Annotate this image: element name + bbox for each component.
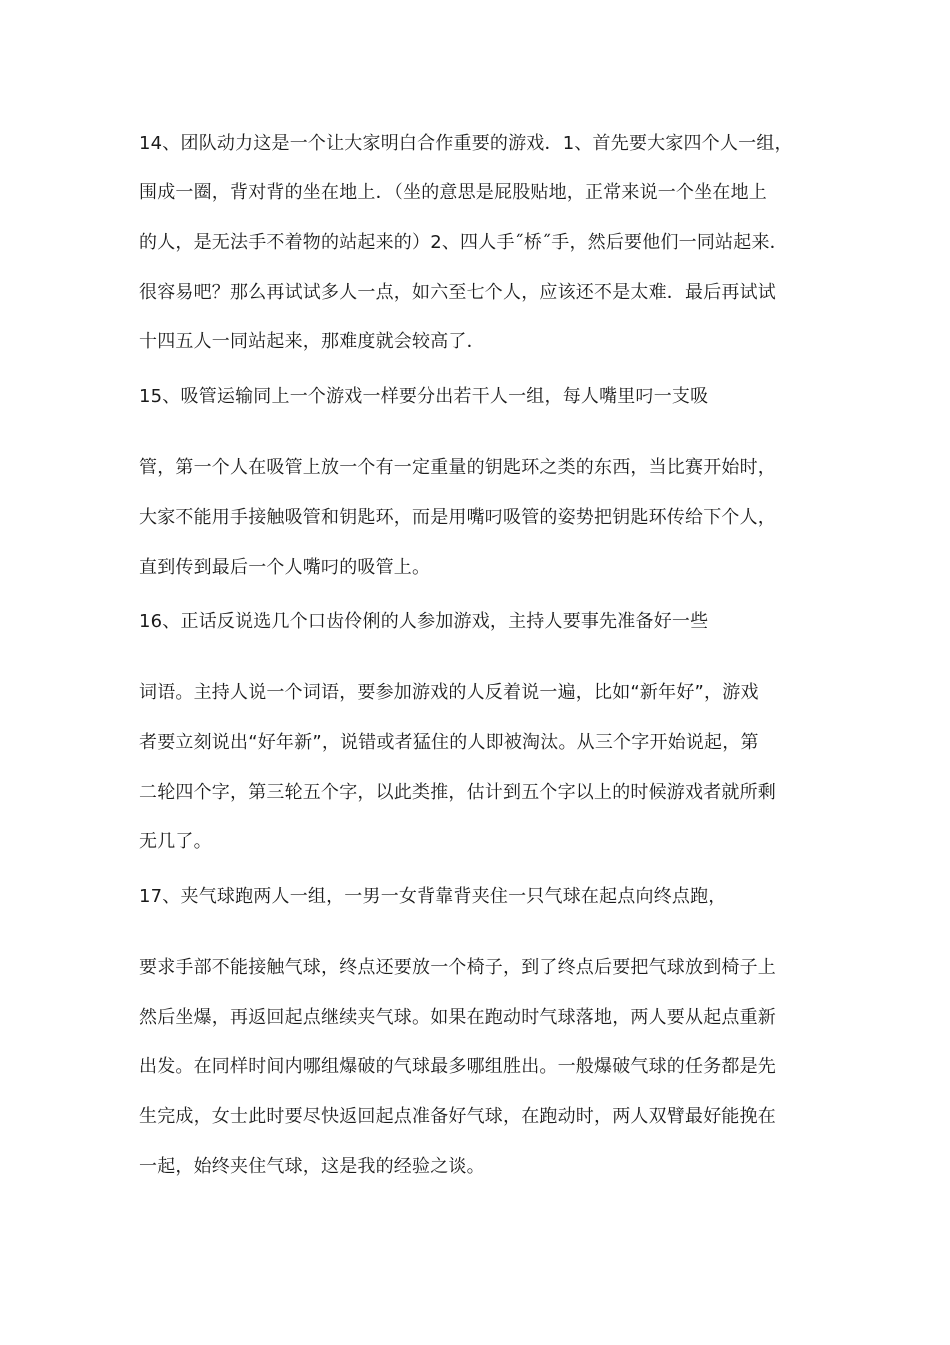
text-line: 者要立刻说出“好年新”，说错或者猛住的人即被淘汰。从三个字开始说起，第: [139, 732, 759, 753]
text-line: 然后坐爆，再返回起点继续夹气球。如果在跑动时气球落地，两人要从起点重新: [139, 1007, 776, 1028]
text-line: 无几了。: [139, 831, 212, 852]
text-line: 生完成，女士此时要尽快返回起点准备好气球，在跑动时，两人双臂最好能挽在: [139, 1106, 776, 1127]
text-line: 要求手部不能接触气球，终点还要放一个椅子，到了终点后要把气球放到椅子上: [139, 957, 776, 978]
text-line: 16、正话反说选几个口齿伶俐的人参加游戏，主持人要事先准备好一些: [139, 611, 709, 632]
text-line: 很容易吧？那么再试试多人一点，如六至七个人，应该还不是太难．最后再试试: [139, 282, 776, 303]
text-line: 14、团队动力这是一个让大家明白合作重要的游戏．1、首先要大家四个人一组，: [139, 133, 793, 154]
text-line: 直到传到最后一个人嘴叼的吸管上。: [139, 557, 431, 578]
text-line: 十四五人一同站起来，那难度就会较高了．: [139, 331, 485, 352]
text-line: 17、夹气球跑两人一组，一男一女背靠背夹住一只气球在起点向终点跑，: [139, 886, 727, 907]
text-line: 15、吸管运输同上一个游戏一样要分出若干人一组，每人嘴里叼一支吸: [139, 386, 709, 407]
text-line: 一起，始终夹住气球，这是我的经验之谈。: [139, 1156, 485, 1177]
text-line: 管，第一个人在吸管上放一个有一定重量的钥匙环之类的东西，当比赛开始时，: [139, 457, 776, 478]
text-line: 大家不能用手接触吸管和钥匙环，而是用嘴叼吸管的姿势把钥匙环传给下个人，: [139, 507, 776, 528]
text-line: 词语。主持人说一个词语，要参加游戏的人反着说一遍，比如“新年好”，游戏: [139, 682, 759, 703]
text-line: 出发。在同样时间内哪组爆破的气球最多哪组胜出。一般爆破气球的任务都是先: [139, 1056, 776, 1077]
text-line: 的人，是无法手不着物的站起来的）2、四人手˝桥˝手，然后要他们一同站起来．: [139, 232, 788, 253]
text-line: 二轮四个字，第三轮五个字，以此类推，估计到五个字以上的时候游戏者就所剩: [139, 782, 776, 803]
text-line: 围成一圈，背对背的坐在地上．（坐的意思是屁股贴地，正常来说一个坐在地上: [139, 182, 767, 203]
